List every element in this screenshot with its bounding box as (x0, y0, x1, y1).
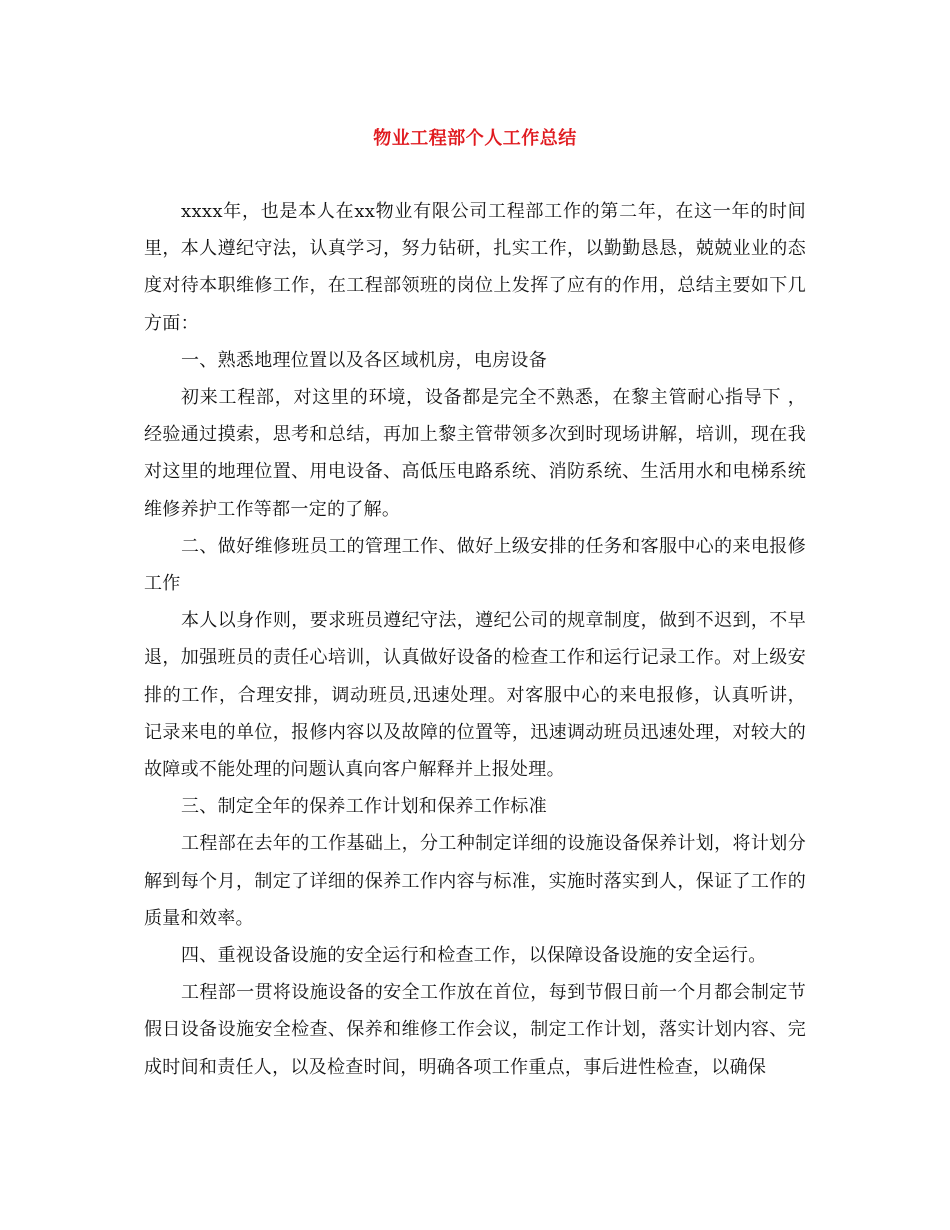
paragraph-section-4: 工程部一贯将设施设备的安全工作放在首位，每到节假日前一个月都会制定节假日设备设施安全检查、保养和维修工作会议，制定工作计划，落实计划内容、完成时间和责任人，以及检查时间，明确各项工作重点，事后进性检查，以确保 (144, 982, 806, 1078)
section-heading-1: 一、熟悉地理位置以及各区域机房，电房设备 (181, 349, 547, 371)
paragraph-section-1: 初来工程部，对这里的环境，设备都是完全不熟悉，在黎主管耐心指导下 ，经验通过摸索，思考和总结，再加上黎主管带领多次到时现场讲解，培训，现在我对这里的地理位置、用电设备、高低压电路系统、消防系统、生活用水和电梯系统维修养护工作等都一定的了解。 (144, 387, 806, 520)
section-heading-3: 三、制定全年的保养工作计划和保养工作标准 (181, 796, 547, 818)
section-heading-4: 四、重视设备设施的安全运行和检查工作，以保障设备设施的安全运行。 (181, 945, 767, 967)
document-title: 物业工程部个人工作总结 (373, 128, 577, 149)
document-body (144, 193, 806, 1086)
paragraph-section-3: 工程部在去年的工作基础上，分工种制定详细的设施设备保养计划，将计划分解到每个月，制定了详细的保养工作内容与标准，实施时落实到人，保证了工作的质量和效率。 (144, 833, 806, 929)
paragraph-section-2: 本人以身作则，要求班员遵纪守法，遵纪公司的规章制度，做到不迟到，不早退，加强班员的责任心培训，认真做好设备的检查工作和运行记录工作。对上级安排的工作，合理安排，调动班员,迅速处理。对客服中心的来电报修，认真听讲，记录来电的单位，报修内容以及故障的位置等，迅速调动班员迅速处理，对较大的故障或不能处理的问题认真向客户解释并上报处理。 (144, 610, 806, 781)
paragraph-intro: xxxx年，也是本人在xx物业有限公司工程部工作的第二年，在这一年的时间里，本人遵纪守法，认真学习，努力钻研，扎实工作，以勤勤恳恳，兢兢业业的态度对待本职维修工作，在工程部领班的岗位上发挥了应有的作用，总结主要如下几方面： (144, 201, 806, 334)
section-heading-2: 二、做好维修班员工的管理工作、做好上级安排的任务和客服中心的来电报修工作 (144, 535, 806, 595)
